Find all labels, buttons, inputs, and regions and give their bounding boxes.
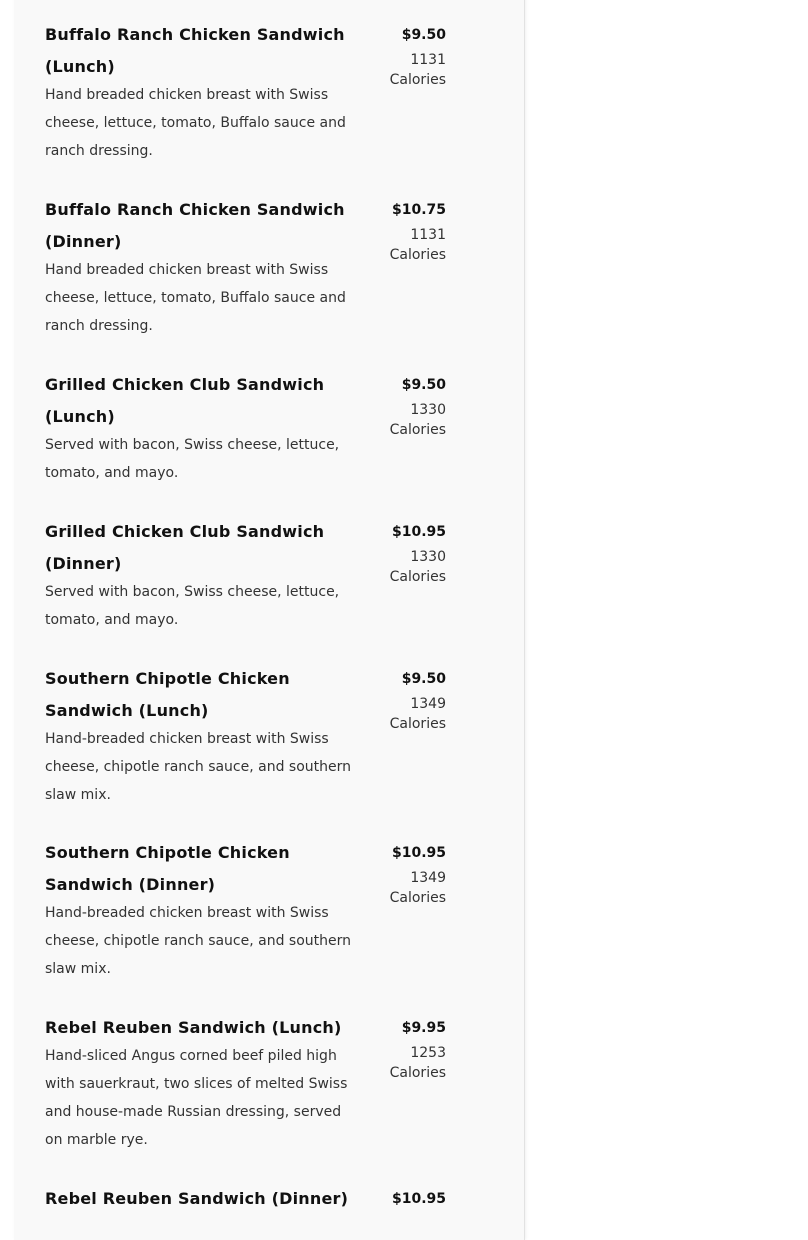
item-name: Buffalo Ranch Chicken Sandwich (Lunch) bbox=[45, 25, 345, 76]
item-calories-value: 1131 bbox=[410, 227, 446, 243]
item-calories-unit: Calories bbox=[389, 890, 446, 906]
item-price: $9.50 bbox=[401, 27, 446, 43]
item-calories-unit: Calories bbox=[389, 72, 446, 88]
item-info bbox=[45, 194, 360, 340]
item-description: Hand-breaded chicken breast with Swiss cheese, chipotle ranch sauce, and southern slaw mix. bbox=[45, 905, 352, 977]
item-meta bbox=[336, 1183, 446, 1214]
item-meta bbox=[336, 194, 446, 266]
item-name: Grilled Chicken Club Sandwich (Dinner) bbox=[45, 522, 325, 573]
item-price: $10.95 bbox=[391, 1191, 446, 1207]
item-calories-value: 1131 bbox=[410, 52, 446, 68]
item-info bbox=[45, 837, 360, 983]
item-calories-unit: Calories bbox=[389, 1065, 446, 1081]
item-name: Southern Chipotle Chicken Sandwich (Lunch) bbox=[45, 669, 290, 720]
item-meta bbox=[336, 516, 446, 588]
item-calories-unit: Calories bbox=[389, 569, 446, 585]
item-meta bbox=[336, 837, 446, 909]
item-meta bbox=[336, 369, 446, 441]
menu-panel bbox=[14, 0, 525, 1240]
item-meta bbox=[336, 663, 446, 735]
item-description: Hand-sliced Angus corned beef piled high with sauerkraut, two slices of melted Swiss and house-made Russian dressing, served on marble rye. bbox=[45, 1048, 348, 1148]
item-info bbox=[45, 1012, 360, 1154]
item-info bbox=[45, 369, 360, 487]
item-calories-value: 1253 bbox=[410, 1045, 446, 1061]
item-description: Hand-breaded chicken breast with Swiss cheese, chipotle ranch sauce, and southern slaw mix. bbox=[45, 731, 352, 803]
item-description: Served with bacon, Swiss cheese, lettuce, tomato, and mayo. bbox=[45, 437, 340, 481]
item-price: $9.50 bbox=[401, 671, 446, 687]
item-info bbox=[45, 19, 360, 165]
item-description: Served with bacon, Swiss cheese, lettuce, tomato, and mayo. bbox=[45, 584, 340, 628]
item-meta bbox=[336, 1012, 446, 1084]
item-price: $10.95 bbox=[391, 524, 446, 540]
item-name: Rebel Reuben Sandwich (Lunch) bbox=[45, 1018, 342, 1037]
item-info bbox=[45, 1183, 360, 1213]
item-calories-unit: Calories bbox=[389, 247, 446, 263]
item-name: Southern Chipotle Chicken Sandwich (Dinner) bbox=[45, 843, 290, 894]
item-calories-value: 1349 bbox=[410, 870, 446, 886]
item-price: $10.75 bbox=[391, 202, 446, 218]
item-info bbox=[45, 516, 360, 634]
item-calories-value: 1330 bbox=[410, 549, 446, 565]
item-calories-unit: Calories bbox=[389, 422, 446, 438]
item-calories-value: 1349 bbox=[410, 696, 446, 712]
item-calories-value: 1330 bbox=[410, 402, 446, 418]
item-price: $10.95 bbox=[391, 845, 446, 861]
item-name: Grilled Chicken Club Sandwich (Lunch) bbox=[45, 375, 325, 426]
item-name: Buffalo Ranch Chicken Sandwich (Dinner) bbox=[45, 200, 345, 251]
item-price: $9.95 bbox=[401, 1020, 446, 1036]
item-meta bbox=[336, 19, 446, 91]
item-price: $9.50 bbox=[401, 377, 446, 393]
item-calories-unit: Calories bbox=[389, 716, 446, 732]
item-name: Rebel Reuben Sandwich (Dinner) bbox=[45, 1189, 349, 1208]
item-description: Hand breaded chicken breast with Swiss cheese, lettuce, tomato, Buffalo sauce and ranch dressing. bbox=[45, 87, 346, 159]
item-info bbox=[45, 663, 360, 809]
item-description: Hand breaded chicken breast with Swiss cheese, lettuce, tomato, Buffalo sauce and ranch dressing. bbox=[45, 262, 346, 334]
